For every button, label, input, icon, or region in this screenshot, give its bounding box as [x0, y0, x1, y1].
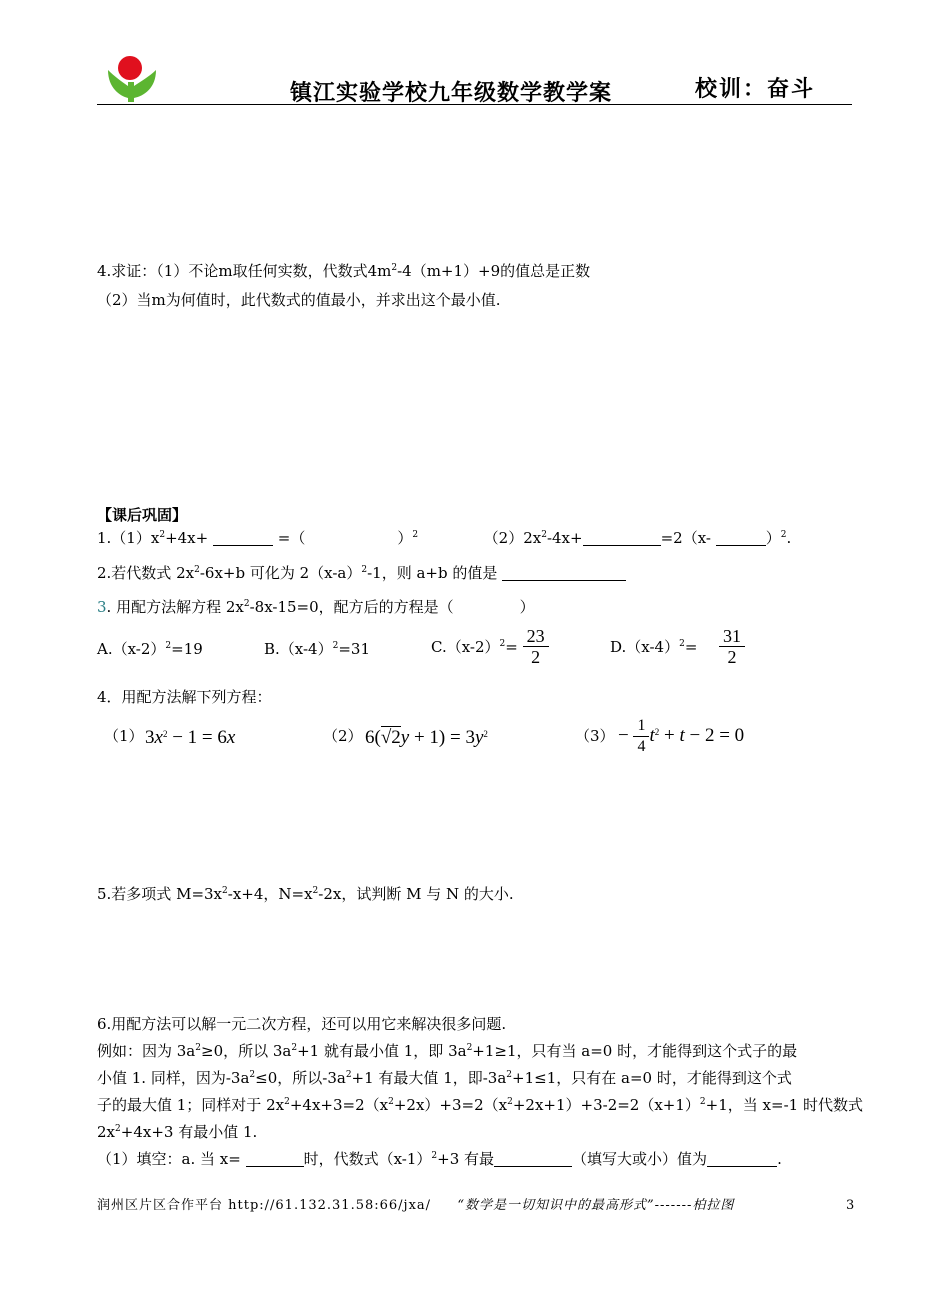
- q4-proof-line2: （2）当m为何值时，此代数式的值最小，并求出这个最小值.: [97, 291, 501, 309]
- header-title: 镇江实验学校九年级数学教学案: [290, 80, 613, 106]
- exercise-4-part3-label: （3）: [575, 727, 615, 745]
- footer-quote: “数学是一切知识中的最高形式”: [457, 1198, 655, 1213]
- header-motto: 校训：奋斗: [695, 76, 816, 102]
- exercise-6-line2: 例如：因为 $3a^2\ge 0$，所以 $3a^2+1$ 就有最小值 1，即 $3a^2+1\ge 1$，只有当 a=0 时，才能得到这个式子的最: [97, 1042, 798, 1060]
- answer-blank[interactable]: [494, 1152, 572, 1167]
- footer: 润州区片区合作平台 http://61.132.31.58:66/jxa/ “数学是一切知识中的最高形式”-------柏拉图: [97, 1198, 735, 1213]
- exercise-6-line3: 小值 1. 同样，因为$-3a^2\le 0$，所以$-3a^2+1$ 有最大值 1，即$-3a^2+1\le 1$，只有在 a=0 时，才能得到这个式: [97, 1069, 792, 1087]
- page-number: 3: [846, 1198, 855, 1213]
- equation-1: $3x^2 - 1 = 6x$: [145, 727, 236, 748]
- header-divider: [97, 104, 852, 105]
- equation-2: $6(√2y + 1) = 3y^2$: [365, 727, 488, 748]
- school-logo: [104, 52, 160, 104]
- exercise-4-title: 4．用配方法解下列方程：: [97, 688, 272, 706]
- fraction: $\frac{31}{2}$: [719, 626, 745, 667]
- footer-platform[interactable]: 润州区片区合作平台 http://61.132.31.58:66/jxa/: [97, 1198, 432, 1213]
- exercise-4-part2-label: （2）: [323, 727, 363, 745]
- exercise-3-option-a[interactable]: $A.(x-2)^2=19$: [97, 640, 203, 658]
- answer-blank[interactable]: [502, 566, 626, 581]
- fraction: $\frac{23}{2}$: [523, 626, 549, 667]
- exercise-6-line1: 6.用配方法可以解一元二次方程，还可以用它来解决很多问题.: [97, 1015, 507, 1033]
- exercise-4-part1-label: （1）: [104, 727, 144, 745]
- answer-blank[interactable]: [583, 531, 661, 546]
- answer-blank[interactable]: [213, 531, 273, 546]
- exercise-3-option-b[interactable]: $B.(x-4)^2=31$: [264, 640, 370, 658]
- equation-3: − $\frac{1}{4}$ $t^2 + t - 2 = 0$: [618, 717, 745, 755]
- exercise-6-line4: 子的最大值 1；同样对于 $2x^2+4x+3=2(x^2+2x)+3=2(x^2+2x+1)+3-2=2(x+1)^2+1$，当 x=-1 时代数式: [97, 1096, 863, 1114]
- answer-blank[interactable]: [707, 1152, 777, 1167]
- footer-author: 柏拉图: [692, 1198, 735, 1213]
- answer-blank[interactable]: [246, 1152, 304, 1167]
- exercise-3-option-d[interactable]: $D.(x-4)^2=$ $\frac{31}{2}$: [610, 626, 745, 667]
- exercise-3-option-c[interactable]: $C.(x-2)^2=$ $\frac{23}{2}$: [431, 626, 549, 667]
- exercise-6-line5: $2x^2+4x+3$ 有最小值 1.: [97, 1123, 258, 1141]
- exercise-1: $1.(1)x^2+4x+$ =（ ）$^2$ $(2)2x^2-4x+ =2(x-$ ）$^2$.: [97, 529, 792, 547]
- answer-blank[interactable]: [716, 531, 766, 546]
- exercise-2: 2.若代数式 $2x^2-6x+b$ 可化为 $2(x-a)^2-1$，则 a+b 的值是: [97, 563, 626, 583]
- exercise-6-line6: （1）填空：a. 当 x= 时，代数式$(x-1)^2+3$ 有最 （填写大或小）值为 .: [97, 1150, 782, 1168]
- section-title: 【课后巩固】: [97, 506, 188, 524]
- exercise-3: 3. 用配方法解方程 $2x^2-8x-15=0$，配方后的方程是（ ）: [97, 598, 535, 616]
- exercise-5: 5.若多项式 $M=3x^2-x+4$，$N=x^2-2x$，试判断 M 与 N 的大小.: [97, 885, 514, 903]
- q4-proof-line1: 4.求证：（1）不论m取任何实数，代数式$4m^2-4(m+1)+9$的值总是正数: [97, 262, 591, 280]
